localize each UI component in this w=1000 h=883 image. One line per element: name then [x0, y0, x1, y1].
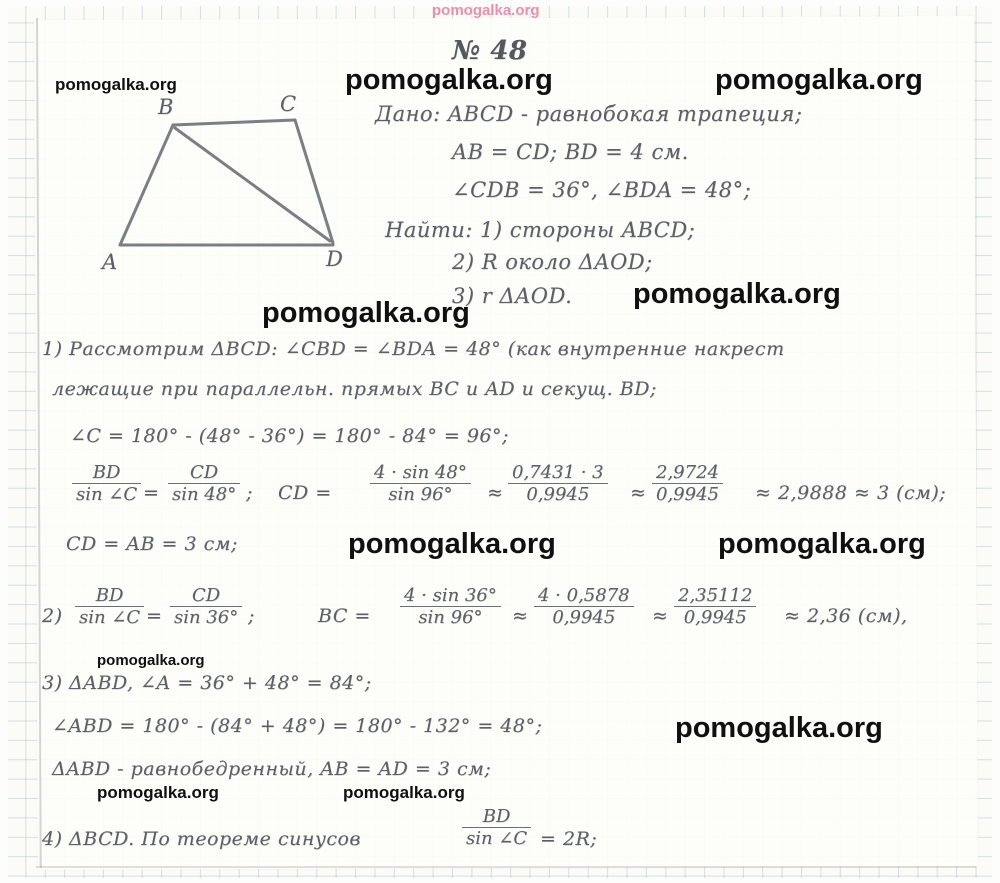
fraction-4sin36-sin96	[400, 585, 501, 628]
fraction-denominator: sin 96°	[370, 483, 471, 505]
fraction-numerator: CD	[190, 462, 219, 483]
fraction-numerator: BD	[482, 806, 511, 827]
watermark-4: pomogalka.org	[262, 297, 470, 329]
fraction-denominator: sin ∠C	[462, 827, 531, 849]
figure-vertex-a: A	[102, 250, 118, 274]
fraction-235112-09945	[674, 585, 756, 628]
fraction-numerator: 0,7431 · 3	[512, 462, 604, 483]
fraction-bd-sinc-1	[72, 462, 141, 505]
watermark-0: pomogalka.org	[432, 2, 540, 19]
solution-1-line-a: 1) Рассмотрим ΔBCD: ∠CBD = ∠BDA = 48° (как внутренние накрест	[42, 338, 785, 360]
watermark-8: pomogalka.org	[97, 652, 205, 669]
fraction-numerator: BD	[92, 462, 121, 483]
find-line-1: Найти: 1) стороны ABCD;	[385, 218, 696, 242]
watermark-1: pomogalka.org	[55, 75, 177, 94]
given-line-1: Дано: ABCD - равнобокая трапеция;	[375, 102, 803, 126]
exercise-number: № 48	[452, 36, 528, 66]
semicolon-2: ;	[248, 605, 255, 627]
fraction-denominator: sin ∠C	[72, 483, 141, 505]
solution-1-line-c: ∠C = 180° - (48° - 36°) = 180° - 84° = 96°;	[70, 425, 509, 447]
fraction-denominator: 0,9945	[508, 483, 608, 505]
figure-vertex-d: D	[326, 247, 343, 271]
watermark-6: pomogalka.org	[348, 528, 556, 560]
result-2: ≈ 2,36 (см),	[784, 605, 908, 627]
fraction-07431x3	[508, 462, 608, 505]
watermark-7: pomogalka.org	[718, 528, 926, 560]
fraction-cd-sin36	[170, 585, 242, 628]
fraction-cd-sin48	[168, 462, 240, 505]
watermark-10: pomogalka.org	[97, 783, 219, 802]
solution-1-line-d: CD = AB = 3 см;	[66, 533, 238, 555]
find-line-2: 2) R около ΔAOD;	[452, 250, 653, 274]
given-line-2: AB = CD; BD = 4 см.	[452, 140, 689, 164]
fraction-numerator: 4 · sin 48°	[374, 462, 467, 483]
equals-sign-2: =	[146, 605, 163, 627]
step-2-label: 2)	[42, 605, 63, 627]
fraction-denominator: sin ∠C	[75, 606, 144, 628]
fraction-numerator: 4 · 0,5878	[538, 585, 630, 606]
fraction-29724-09945	[652, 462, 723, 505]
solution-4-line-b: = 2R;	[540, 828, 598, 850]
equals-sign-1: =	[143, 482, 160, 504]
figure-vertex-b: B	[158, 95, 174, 119]
solution-4-line-a: 4) ΔBCD. По теореме синусов	[42, 828, 361, 850]
watermark-11: pomogalka.org	[343, 783, 465, 802]
fraction-bd-sinc-3	[462, 806, 531, 849]
fraction-numerator: CD	[192, 585, 221, 606]
solution-3-line-b: ∠ABD = 180° - (84° + 48°) = 180° - 132° = 48°;	[52, 715, 543, 737]
approx-sign-4: ≈	[652, 605, 669, 627]
fraction-bd-sinc-2	[75, 585, 144, 628]
approx-sign-1: ≈	[487, 482, 504, 504]
approx-sign-2: ≈	[630, 482, 647, 504]
watermark-9: pomogalka.org	[675, 712, 883, 744]
watermark-5: pomogalka.org	[633, 278, 841, 310]
cd-label: CD =	[278, 482, 332, 504]
result-1: ≈ 2,9888 ≈ 3 (см);	[755, 482, 947, 504]
approx-sign-3: ≈	[512, 605, 529, 627]
fraction-denominator: 0,9945	[534, 606, 634, 628]
fraction-numerator: 2,35112	[678, 585, 753, 606]
trapezoid-figure	[80, 92, 380, 285]
fraction-4x05878	[534, 585, 634, 628]
fraction-denominator: 0,9945	[674, 606, 756, 628]
solution-1-line-b: лежащие при параллельн. прямых BC и AD и секущ. BD;	[52, 378, 657, 400]
figure-vertex-c: C	[280, 92, 297, 116]
fraction-4sin48-sin96	[370, 462, 471, 505]
fraction-numerator: 2,9724	[656, 462, 719, 483]
solution-3-line-a: 3) ΔABD, ∠A = 36° + 48° = 84°;	[42, 672, 372, 694]
fraction-denominator: sin 36°	[170, 606, 242, 628]
watermark-3: pomogalka.org	[715, 64, 923, 96]
fraction-numerator: 4 · sin 36°	[404, 585, 497, 606]
fraction-numerator: BD	[95, 585, 124, 606]
fraction-denominator: sin 96°	[400, 606, 501, 628]
find-line-3: 3) r ΔAOD.	[452, 284, 573, 308]
sheet-bottom-edge	[36, 866, 976, 868]
bc-label: BC =	[318, 605, 371, 627]
solution-3-line-c: ΔABD - равнобедренный, AB = AD = 3 см;	[52, 758, 492, 780]
fraction-denominator: sin 48°	[168, 483, 240, 505]
semicolon-1: ;	[246, 482, 253, 504]
given-line-3: ∠CDB = 36°, ∠BDA = 48°;	[452, 178, 752, 202]
watermark-2: pomogalka.org	[345, 64, 553, 96]
fraction-denominator: 0,9945	[652, 483, 723, 505]
